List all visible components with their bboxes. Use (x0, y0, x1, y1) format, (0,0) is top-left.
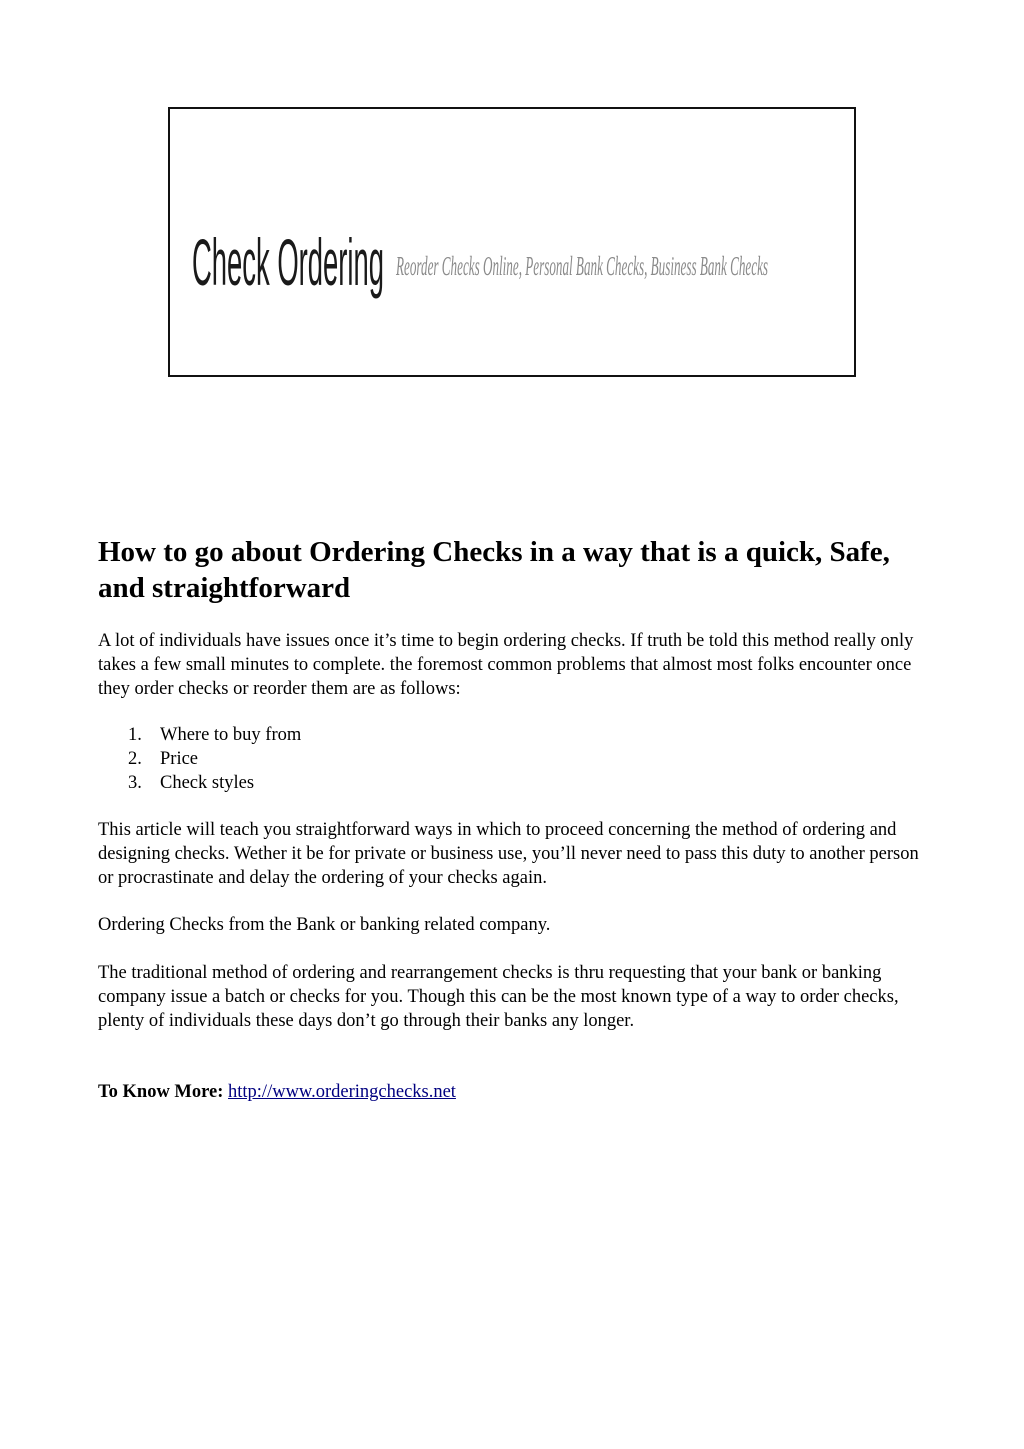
banner-logo (170, 109, 854, 375)
list-text: Where to buy from (160, 725, 302, 745)
traditional-paragraph: The traditional method of ordering and rearrangement checks is thru requesting that your bank or banking company issue a batch or checks for you. Though this can be the most known type of a way to order checks, plenty of individuals these days don’t go through their banks any longer. (98, 963, 899, 1031)
problems-list (98, 723, 301, 795)
know-more-link[interactable]: http://www.orderingchecks.net (228, 1082, 456, 1102)
know-more-line (98, 1080, 456, 1104)
teach-paragraph: This article will teach you straightforward ways in which to proceed concerning the method of ordering and designing checks. Wether it be for private or business use, you’ll never need to pass this duty to another person or procrastinate and delay the ordering of your checks again. (98, 820, 919, 888)
bank-subheading: Ordering Checks from the Bank or banking related company. (98, 915, 551, 935)
list-item (98, 723, 301, 747)
banner-tagline: Reorder Checks Online, Personal Bank Checks, Business Bank Checks (395, 251, 768, 281)
list-item (98, 771, 301, 795)
banner-image (168, 107, 856, 377)
know-more-label: To Know More: (98, 1082, 224, 1102)
list-text: Price (160, 749, 199, 769)
list-number: 2. (128, 749, 142, 769)
list-number: 1. (128, 725, 142, 745)
intro-paragraph: A lot of individuals have issues once it’s time to begin ordering checks. If truth be told this method really only takes a few small minutes to complete. the foremost common problems that almost most folks encounter once they order checks or reorder them are as follows: (98, 631, 914, 699)
banner-title: Check Ordering (192, 225, 384, 299)
list-text: Check styles (160, 773, 255, 793)
list-item (98, 747, 301, 771)
list-number: 3. (128, 773, 142, 793)
article-heading: How to go about Ordering Checks in a way that is a quick, Safe, and straightforward (98, 536, 890, 604)
